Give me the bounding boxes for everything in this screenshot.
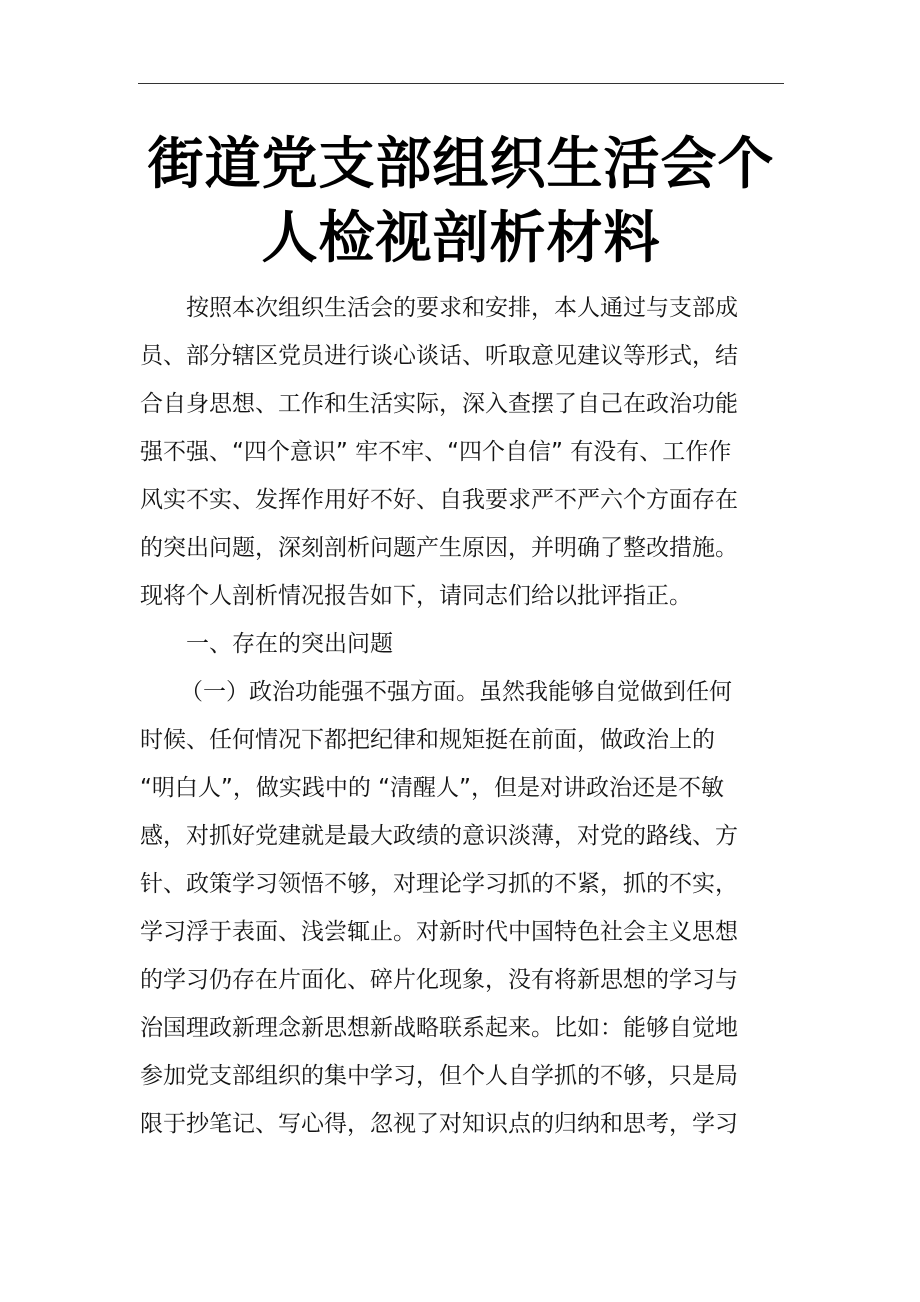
paragraph-line: 学习浮于表面、浅尝辄止。对新时代中国特色社会主义思想 [140, 919, 738, 945]
paragraph-line: 强不强、“四个意识” 牢不牢、“四个自信” 有没有、工作作 [140, 439, 732, 465]
document-body [140, 284, 785, 1148]
paragraph-line: 时候、任何情况下都把纪律和规矩挺在前面，做政治上的 [140, 727, 715, 753]
header-rule [138, 83, 784, 84]
paragraph-line: （一）政治功能强不强方面。虽然我能够自觉做到任何 [180, 679, 732, 705]
paragraph-line: 合自身思想、工作和生活实际，深入查摆了自己在政治功能 [140, 391, 738, 417]
paragraph-line: 针、政策学习领悟不够，对理论学习抓的不紧，抓的不实， [140, 871, 738, 897]
paragraph-line: 参加党支部组织的集中学习，但个人自学抓的不够，只是局 [140, 1063, 738, 1089]
paragraph-line: 感，对抓好党建就是最大政绩的意识淡薄，对党的路线、方 [140, 823, 738, 849]
title-line: 人检视剖析材料 [261, 206, 661, 271]
paragraph-line: 按照本次组织生活会的要求和安排，本人通过与支部成 [186, 295, 738, 321]
paragraph-line: “明白人”，做实践中的 “清醒人”，但是对讲政治还是不敏 [140, 775, 724, 801]
paragraph-line: 现将个人剖析情况报告如下，请同志们给以批评指正。 [140, 583, 692, 609]
paragraph-line: 限于抄笔记、写心得，忽视了对知识点的归纳和思考，学习 [140, 1111, 738, 1137]
section-heading: 一、存在的突出问题 [186, 631, 393, 657]
paragraph-line: 的学习仍存在片面化、碎片化现象，没有将新思想的学习与 [140, 967, 738, 993]
title-line: 街道党支部组织生活会个 [147, 132, 775, 197]
paragraph-line: 风实不实、发挥作用好不好、自我要求严不严六个方面存在 [140, 487, 738, 513]
paragraph-line: 治国理政新理念新思想新战略联系起来。比如：能够自觉地 [140, 1015, 738, 1041]
document-title [138, 128, 784, 276]
paragraph-line: 员、部分辖区党员进行谈心谈话、听取意见建议等形式，结 [140, 343, 738, 369]
paragraph-line: 的突出问题，深刻剖析问题产生原因，并明确了整改措施。 [140, 535, 738, 561]
